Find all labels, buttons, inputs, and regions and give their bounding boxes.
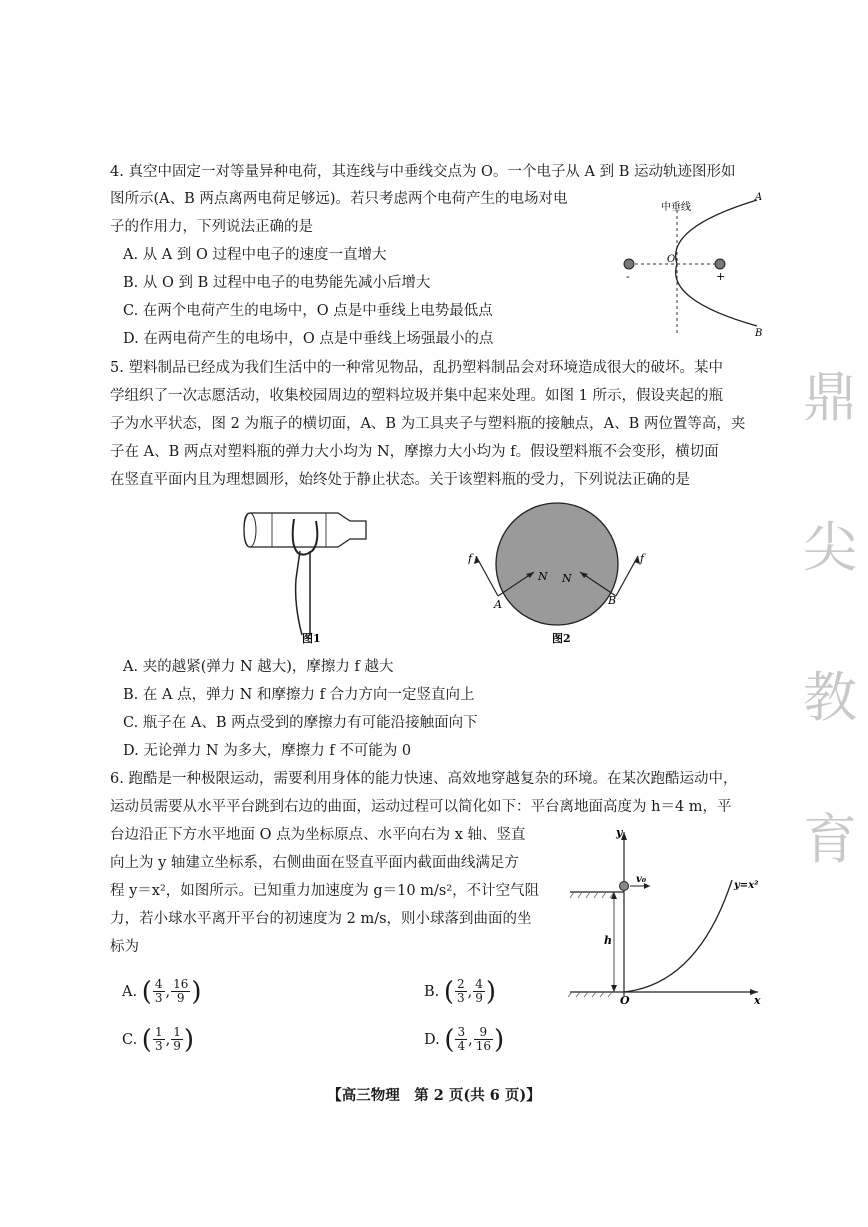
q5-line-4: 子在 A、B 两点对塑料瓶的弹力大小均为 N，摩擦力大小均为 f。假设塑料瓶不会变形，横切面	[110, 444, 719, 460]
label-f-left: f	[468, 552, 473, 565]
q5-line-2: 学组织了一次志愿活动，收集校园周边的塑料垃圾并集中起来处理。如图 1 所示，假设夹起的瓶	[110, 388, 723, 404]
label-point-b: B	[608, 594, 617, 607]
q6-option-a-letter: A.	[122, 983, 138, 1000]
q6-option-b: B. ( $\frac{2}{3}$ , $\frac{4}{9}$ )	[424, 976, 497, 1007]
label-n-right: N	[562, 572, 572, 585]
q4-line-1: 4. 真空中固定一对等量异种电荷，其连线与中垂线交点为 O。一个电子从 A 到 B 运动轨迹图形如	[110, 164, 736, 180]
q5-option-c: C. 瓶子在 A、B 两点受到的摩擦力有可能沿接触面向下	[123, 715, 478, 731]
q4-line-2: 图所示(A、B 两点离两电荷足够远)。若只考虑两个电荷产生的电场对电	[110, 191, 568, 207]
q6-option-c-x: $\frac{1}{3}$	[154, 1025, 163, 1053]
q5-line-5: 在竖直平面内且为理想圆形，始终处于静止状态。关于该塑料瓶的受力，下列说法正确的是	[110, 472, 690, 488]
q4-label-b: B	[755, 328, 763, 339]
q6-option-b-x: $\frac{2}{3}$	[457, 977, 465, 1005]
q6-option-c-y: $\frac{1}{9}$	[173, 1025, 181, 1053]
q6-line-1: 6. 跑酷是一种极限运动，需要利用身体的能力快速、高效地穿越复杂的环境。在某次跑酷运动中，	[110, 771, 738, 787]
watermark-char-4: 育	[803, 808, 857, 871]
bottle-bottom	[244, 513, 256, 547]
bottle-cross-section	[496, 503, 618, 625]
q4-label-o: O	[667, 254, 676, 265]
clamp-jaws	[293, 519, 318, 555]
q6-option-b-y: $\frac{4}{9}$	[475, 977, 483, 1005]
q5-option-a: A. 夹的越紧(弹力 N 越大)，摩擦力 f 越大	[123, 659, 394, 675]
q6-option-b-letter: B.	[424, 983, 440, 1000]
q5-option-b: B. 在 A 点，弹力 N 和摩擦力 f 合力方向一定竖直向上	[123, 687, 475, 703]
bottle-outline	[244, 513, 366, 547]
q6-label-curve: y=x²	[734, 880, 759, 891]
watermark-char-1: 鼎	[803, 366, 857, 429]
q6-option-c: C. ( $\frac{1}{3}$ , $\frac{1}{9}$ )	[122, 1024, 194, 1055]
q6-option-c-letter: C.	[122, 1031, 138, 1048]
q6-platform-hatch	[570, 892, 614, 898]
q6-option-d-letter: D.	[424, 1031, 440, 1048]
page-footer: 【高三物理 第 2 页(共 6 页)】	[327, 1087, 541, 1104]
q4-positive-charge	[715, 259, 725, 269]
clamp-handle	[296, 551, 310, 635]
q4-negative-charge	[624, 259, 634, 269]
q6-label-h: h	[604, 934, 612, 947]
q4-line-3: 子的作用力，下列说法正确的是	[110, 219, 313, 235]
q4-figure	[615, 188, 775, 340]
q4-label-pos: +	[716, 270, 726, 283]
q6-line-7: 标为	[110, 939, 139, 955]
q5-figure-1	[240, 505, 380, 650]
q4-label-neg: -	[626, 270, 630, 283]
q5-line-1: 5. 塑料制品已经成为我们生活中的一种常见物品，乱扔塑料制品会对环境造成很大的破坏。某中	[110, 360, 723, 376]
watermark-char-2: 尖	[803, 516, 857, 579]
q4-option-b: B. 从 O 到 B 过程中电子的电势能先减小后增大	[123, 275, 431, 291]
q6-option-d-x: $\frac{3}{4}$	[457, 1025, 466, 1053]
q6-label-x: x	[754, 994, 761, 1007]
q4-label-a: A	[755, 192, 763, 203]
q4-option-c: C. 在两个电荷产生的电场中，O 点是中垂线上电势最低点	[123, 303, 493, 319]
q6-line-4: 向上为 y 轴建立坐标系，右侧曲面在竖直平面内截面曲线满足方	[110, 855, 519, 871]
q6-height-arrow-bottom	[611, 985, 617, 992]
q6-ball	[620, 882, 629, 891]
q6-label-o: O	[620, 994, 630, 1007]
q6-option-d-y: $\frac{9}{16}$	[475, 1025, 492, 1053]
q6-option-a-x: $\frac{4}{3}$	[154, 977, 163, 1005]
q6-option-a-y: $\frac{16}{9}$	[173, 977, 189, 1005]
q6-line-3: 台边沿正下方水平地面 O 点为坐标原点、水平向右为 x 轴、竖直	[110, 827, 526, 843]
q6-curve	[624, 880, 732, 992]
q5-option-d: D. 无论弹力 N 为多大，摩擦力 f 不可能为 0	[123, 743, 412, 759]
q4-option-d: D. 在两电荷产生的电场中，O 点是中垂线上场强最小的点	[123, 331, 494, 347]
q6-line-6: 力，若小球水平离开平台的初速度为 2 m/s，则小球落到曲面的坐	[110, 911, 532, 927]
q6-option-a: A. ( $\frac{4}{3}$ , $\frac{16}{9}$ )	[122, 976, 202, 1007]
q4-midline-label: 中垂线	[661, 202, 691, 213]
q6-line-2: 运动员需要从水平平台跳到右边的曲面，运动过程可以简化如下：平台离地面高度为 h＝4 m，平	[110, 799, 732, 815]
label-n-left: N	[538, 570, 548, 583]
q4-option-a: A. 从 A 到 O 过程中电子的速度一直增大	[123, 247, 387, 263]
q5-fig2-caption: 图2	[552, 632, 571, 645]
q6-option-d: D. ( $\frac{3}{4}$ , $\frac{9}{16}$ )	[424, 1024, 505, 1055]
q6-ground-hatch	[568, 992, 612, 997]
q5-figure-2	[468, 500, 646, 650]
q5-line-3: 子为水平状态，图 2 为瓶子的横切面，A、B 为工具夹子与塑料瓶的接触点，A、B 两位置等高，夹	[110, 416, 746, 432]
label-point-a: A	[494, 598, 502, 611]
q6-line-5: 程 y＝x²，如图所示。已知重力加速度为 g＝10 m/s²，不计空气阻	[110, 883, 540, 899]
label-f-right: f	[640, 552, 645, 565]
q6-figure	[568, 824, 768, 1008]
q5-fig1-caption: 图1	[302, 632, 321, 645]
q6-label-v0: v₀	[636, 874, 647, 885]
q6-label-y: y	[616, 826, 623, 839]
watermark-char-3: 教	[803, 666, 857, 729]
